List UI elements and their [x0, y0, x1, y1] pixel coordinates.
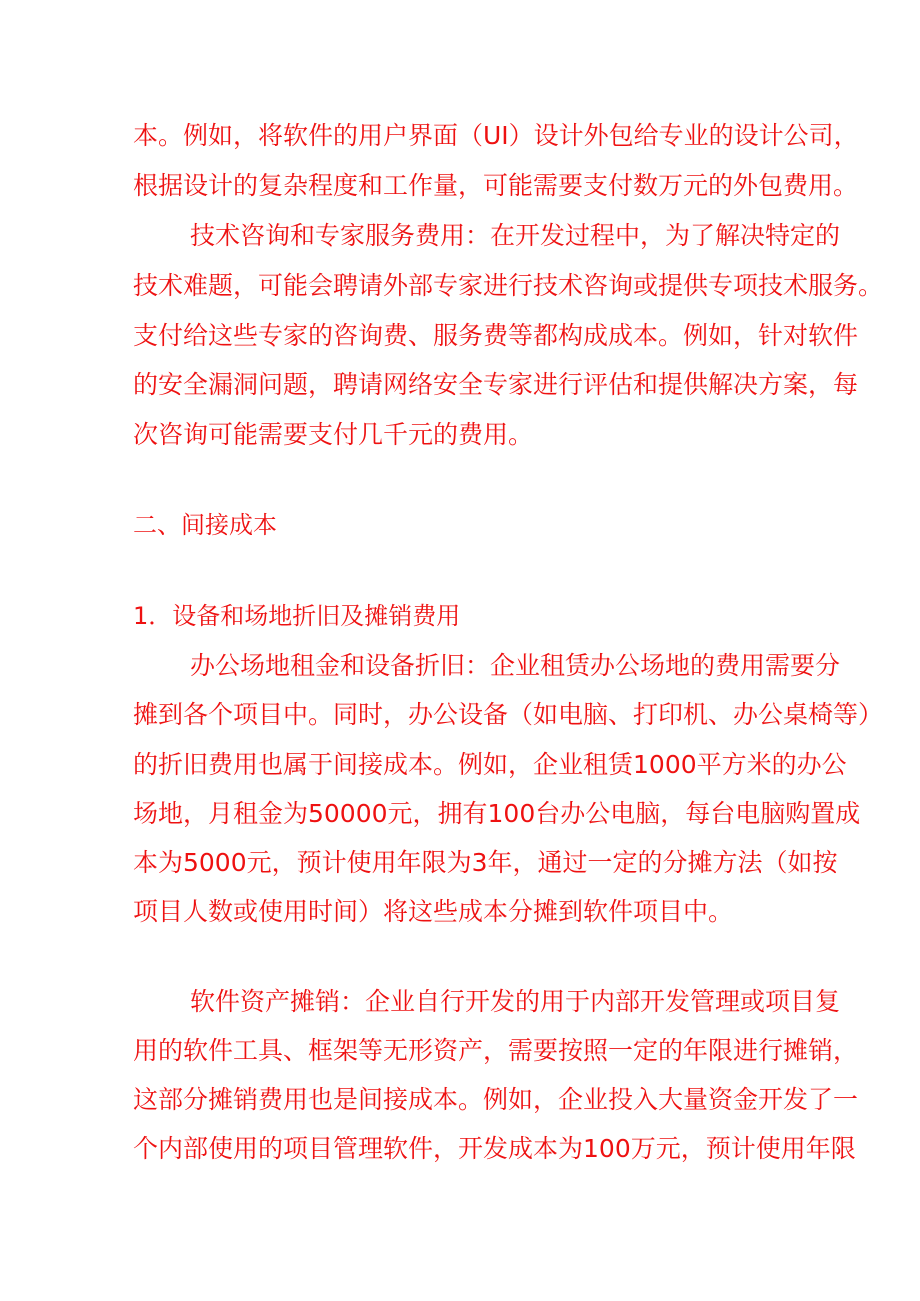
paragraph-line: 摊到各个项目中。同时，办公设备（如电脑、打印机、办公桌椅等）	[133, 700, 884, 729]
paragraph-line: 的折旧费用也属于间接成本。例如，企业租赁1000平方米的办公	[133, 750, 847, 779]
paragraph-line: 技术咨询和专家服务费用：在开发过程中，为了解决特定的	[190, 221, 841, 250]
section-heading: 二、间接成本	[133, 511, 277, 539]
paragraph-line: 场地，月租金为50000元，拥有100台办公电脑，每台电脑购置成	[133, 799, 861, 828]
paragraph-line: 支付给这些专家的咨询费、服务费等都构成成本。例如，针对软件	[133, 321, 859, 350]
paragraph-line: 本。例如，将软件的用户界面（UI）设计外包给专业的设计公司，	[133, 121, 859, 150]
paragraph-line: 个内部使用的项目管理软件，开发成本为100万元，预计使用年限	[133, 1134, 856, 1163]
paragraph-line: 办公场地租金和设备折旧：企业租赁办公场地的费用需要分	[190, 651, 841, 680]
paragraph-line: 的安全漏洞问题，聘请网络安全专家进行评估和提供解决方案，每	[133, 370, 859, 399]
paragraph-line: 软件资产摊销：企业自行开发的用于内部开发管理或项目复	[190, 987, 841, 1016]
paragraph-line: 次咨询可能需要支付几千元的费用。	[133, 420, 534, 449]
paragraph-line: 项目人数或使用时间）将这些成本分摊到软件项目中。	[133, 897, 734, 926]
paragraph-line: 技术难题，可能会聘请外部专家进行技术咨询或提供专项技术服务。	[133, 271, 884, 300]
paragraph-line: 这部分摊销费用也是间接成本。例如，企业投入大量资金开发了一	[133, 1085, 859, 1114]
paragraph-line: 根据设计的复杂程度和工作量，可能需要支付数万元的外包费用。	[133, 171, 859, 200]
subsection-heading: 1．设备和场地折旧及摊销费用	[133, 602, 461, 630]
paragraph-line: 本为5000元，预计使用年限为3年，通过一定的分摊方法（如按	[133, 848, 838, 877]
paragraph-line: 用的软件工具、框架等无形资产，需要按照一定的年限进行摊销，	[133, 1036, 859, 1065]
